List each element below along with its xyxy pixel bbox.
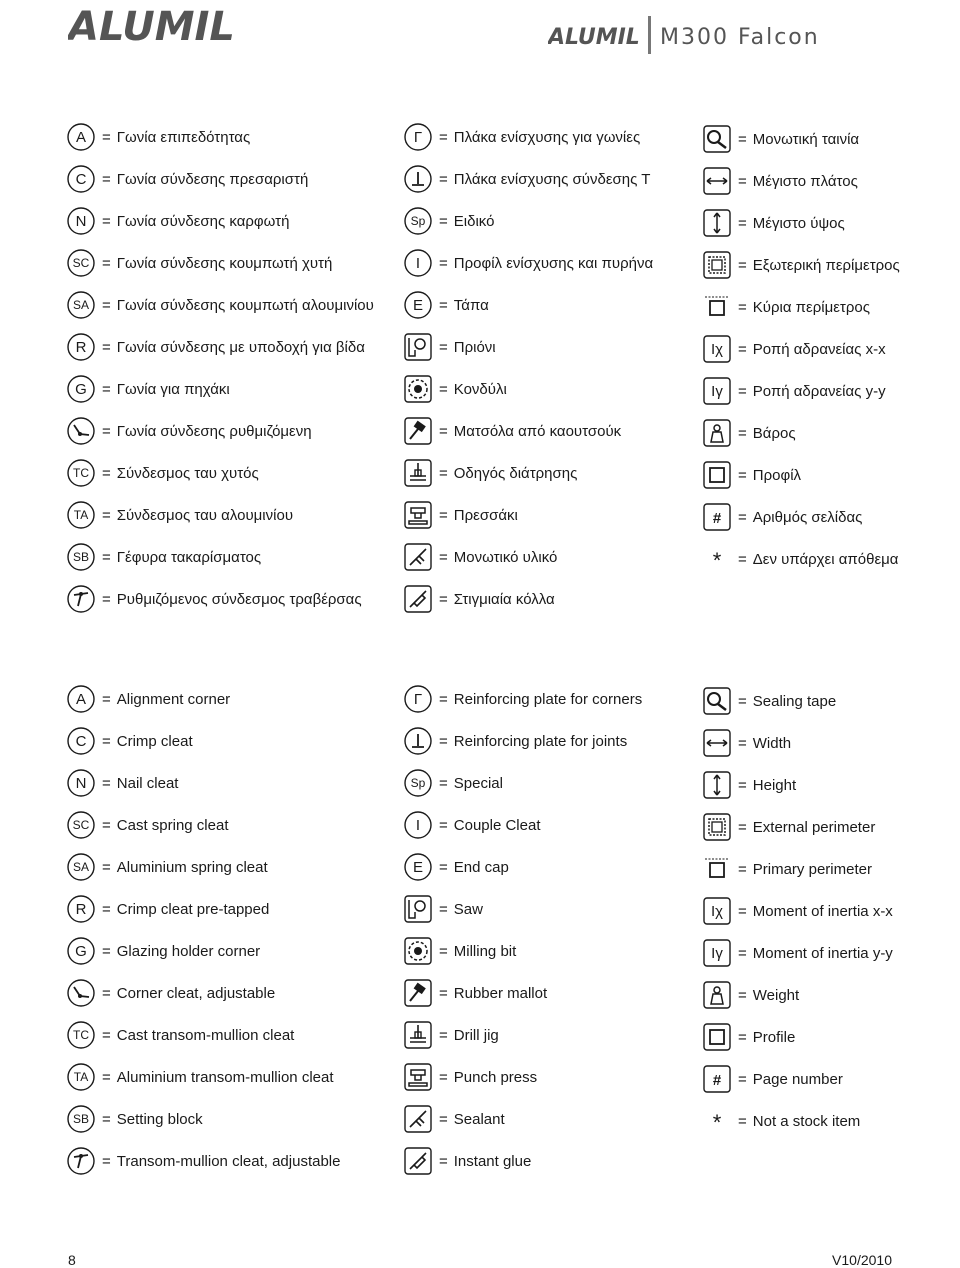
height-icon [702, 770, 732, 800]
legend-label: Not a stock item [752, 1112, 861, 1130]
gamma-circle-icon [403, 122, 433, 152]
legend-label: Alignment corner [116, 690, 231, 708]
version-label: V10/2010 [832, 1252, 892, 1268]
legend-label: Moment of inertia x-x [752, 902, 893, 920]
sealant-icon [403, 1104, 433, 1134]
G-circle-icon [66, 936, 96, 966]
legend-label: Reinforcing plate for corners [453, 690, 643, 708]
SC-circle-icon [66, 248, 96, 278]
legend-label: Πριόνι [453, 338, 496, 356]
svg-text:Sp: Sp [410, 776, 426, 790]
legend-label: Primary perimeter [752, 860, 872, 878]
weight-icon [702, 980, 732, 1010]
svg-text:N: N [75, 775, 87, 792]
legend-label: Σύνδεσμος ταυ χυτός [116, 464, 259, 482]
instant-glue-icon [403, 584, 433, 614]
svg-text:I: I [415, 817, 421, 834]
svg-text:Γ: Γ [413, 129, 423, 146]
legend-label: Corner cleat, adjustable [116, 984, 276, 1002]
legend-label: Γωνία σύνδεσης κουμπωτή αλουμινίου [116, 296, 374, 314]
svg-text:TC: TC [73, 1028, 89, 1042]
svg-text:SA: SA [72, 860, 90, 874]
height-icon [702, 208, 732, 238]
legend-label: Aluminium spring cleat [116, 858, 268, 876]
logo-right-brand: ALUMIL [548, 25, 640, 50]
svg-text:TA: TA [73, 1070, 89, 1084]
sp-circle-icon [403, 206, 433, 236]
legend-label: Γωνία για πηχάκι [116, 380, 230, 398]
legend-label: Προφίλ [752, 466, 802, 484]
page-number-icon [702, 1064, 732, 1094]
milling-bit-icon [403, 374, 433, 404]
svg-text:TA: TA [73, 508, 89, 522]
legend-label: Reinforcing plate for joints [453, 732, 628, 750]
profile-icon [702, 460, 732, 490]
gamma-circle-icon [403, 684, 433, 714]
A-circle-icon [66, 684, 96, 714]
TA-circle-icon [66, 500, 96, 530]
legend-label: Instant glue [453, 1152, 532, 1170]
svg-text:Γ: Γ [413, 691, 423, 708]
legend-label: Special [453, 774, 503, 792]
series-logo [548, 14, 898, 63]
legend-label: Προφίλ ενίσχυσης και πυρήνα [453, 254, 654, 272]
svg-text:SC: SC [72, 256, 90, 270]
inertia-x-icon [702, 896, 732, 926]
milling-bit-icon [403, 936, 433, 966]
profile-icon [702, 1022, 732, 1052]
legend-label: Πλάκα ενίσχυσης σύνδεσης Τ [453, 170, 651, 188]
width-icon [702, 728, 732, 758]
C-circle-icon [66, 164, 96, 194]
rubber-mallet-icon [403, 978, 433, 1008]
primary-perimeter-icon [702, 292, 732, 322]
punch-press-icon [403, 500, 433, 530]
legend-label: Γωνία σύνδεσης καρφωτή [116, 212, 290, 230]
legend-label: Drill jig [453, 1026, 499, 1044]
legend-label: Ρυθμιζόμενος σύνδεσμος τραβέρσας [116, 590, 362, 608]
legend-label: Setting block [116, 1110, 203, 1128]
legend-label: Γωνία σύνδεσης πρεσαριστή [116, 170, 309, 188]
sealing-tape-icon [702, 686, 732, 716]
legend-label: Aluminium transom-mullion cleat [116, 1068, 334, 1086]
legend-label: Sealing tape [752, 692, 837, 710]
legend-label: Milling bit [453, 942, 517, 960]
svg-text:Iχ: Iχ [710, 903, 724, 920]
svg-text:Sp: Sp [410, 214, 426, 228]
svg-text:SB: SB [72, 550, 90, 564]
legend-label: Μονωτικό υλικό [453, 548, 558, 566]
svg-text:A: A [75, 691, 87, 708]
legend-label: Couple Cleat [453, 816, 541, 834]
N-circle-icon [66, 768, 96, 798]
svg-text:G: G [75, 943, 87, 960]
legend-label: Μονωτική ταινία [752, 130, 860, 148]
legend-label: Punch press [453, 1068, 538, 1086]
sealing-tape-icon [702, 124, 732, 154]
legend-label: Μέγιστο πλάτος [752, 172, 858, 190]
legend-label: Σύνδεσμος ταυ αλουμινίου [116, 506, 294, 524]
legend-label: Μέγιστο ύψος [752, 214, 845, 232]
legend-label: Ειδικό [453, 212, 495, 230]
legend-label: Πλάκα ενίσχυσης για γωνίες [453, 128, 641, 146]
inertia-y-icon [702, 938, 732, 968]
legend-label: Profile [752, 1028, 796, 1046]
svg-text:E: E [412, 297, 424, 314]
not-stock-star-icon [702, 544, 732, 574]
instant-glue-icon [403, 1146, 433, 1176]
legend-label: Γωνία επιπεδότητας [116, 128, 251, 146]
svg-text:Iχ: Iχ [710, 341, 724, 358]
adjustable-transom-icon [66, 1146, 96, 1176]
legend-label: Rubber mallot [453, 984, 548, 1002]
legend-label: Ροπή αδρανείας x-x [752, 340, 886, 358]
svg-text:C: C [75, 171, 87, 188]
legend-label: Γωνία σύνδεσης ρυθμιζόμενη [116, 422, 312, 440]
saw-icon [403, 894, 433, 924]
A-circle-icon [66, 122, 96, 152]
legend-label: Cast transom-mullion cleat [116, 1026, 295, 1044]
svg-text:Iγ: Iγ [711, 945, 723, 962]
legend-label: Moment of inertia y-y [752, 944, 893, 962]
legend-label: Transom-mullion cleat, adjustable [116, 1152, 341, 1170]
N-circle-icon [66, 206, 96, 236]
legend-label: Crimp cleat [116, 732, 193, 750]
legend-label: Width [752, 734, 792, 752]
drill-jig-icon [403, 1020, 433, 1050]
svg-text:R: R [75, 901, 87, 918]
legend-label: External perimeter [752, 818, 876, 836]
page-number-icon [702, 502, 732, 532]
legend-label: Γωνία σύνδεσης με υποδοχή για βίδα [116, 338, 365, 356]
svg-text:*: * [712, 548, 722, 573]
legend-label: Γωνία σύνδεσης κουμπωτή χυτή [116, 254, 333, 272]
legend-label: Crimp cleat pre-tapped [116, 900, 270, 918]
rubber-mallet-icon [403, 416, 433, 446]
legend-label: Page number [752, 1070, 843, 1088]
legend-label: Glazing holder corner [116, 942, 261, 960]
external-perimeter-icon [702, 812, 732, 842]
svg-text:E: E [412, 859, 424, 876]
legend-label: Γέφυρα τακαρίσματος [116, 548, 262, 566]
SB-circle-icon [66, 542, 96, 572]
I-circle-icon [403, 248, 433, 278]
legend-label: Κονδύλι [453, 380, 507, 398]
SA-circle-icon [66, 290, 96, 320]
svg-text:C: C [75, 733, 87, 750]
R-circle-icon [66, 332, 96, 362]
svg-text:#: # [712, 510, 722, 527]
sp-circle-icon [403, 768, 433, 798]
legend-label: Πρεσσάκι [453, 506, 518, 524]
saw-icon [403, 332, 433, 362]
svg-text:SC: SC [72, 818, 90, 832]
legend-label: Αριθμός σελίδας [752, 508, 863, 526]
t-joint-circle-icon [403, 164, 433, 194]
E-circle-icon [403, 852, 433, 882]
SC-circle-icon [66, 810, 96, 840]
legend-label: Cast spring cleat [116, 816, 229, 834]
I-circle-icon [403, 810, 433, 840]
drill-jig-icon [403, 458, 433, 488]
legend-label: Ματσόλα από καουτσούκ [453, 422, 622, 440]
adjustable-transom-icon [66, 584, 96, 614]
SB-circle-icon [66, 1104, 96, 1134]
legend-label: Sealant [453, 1110, 505, 1128]
inertia-y-icon [702, 376, 732, 406]
svg-text:A: A [75, 129, 87, 146]
sealant-icon [403, 542, 433, 572]
TC-circle-icon [66, 1020, 96, 1050]
svg-text:#: # [712, 1072, 722, 1089]
legend-label: Height [752, 776, 797, 794]
legend-label: Ροπή αδρανείας y-y [752, 382, 886, 400]
legend-label: Οδηγός διάτρησης [453, 464, 578, 482]
legend-label: Δεν υπάρχει απόθεμα [752, 550, 899, 568]
legend-label: Βάρος [752, 424, 796, 442]
logo-right-series: M300 Falcon [660, 25, 820, 50]
C-circle-icon [66, 726, 96, 756]
legend-label: Εξωτερική περίμετρος [752, 256, 900, 274]
legend-label: End cap [453, 858, 509, 876]
E-circle-icon [403, 290, 433, 320]
SA-circle-icon [66, 852, 96, 882]
svg-text:SA: SA [72, 298, 90, 312]
svg-text:*: * [712, 1110, 722, 1135]
svg-text:N: N [75, 213, 87, 230]
R-circle-icon [66, 894, 96, 924]
adjustable-corner-icon [66, 416, 96, 446]
svg-text:I: I [415, 255, 421, 272]
TC-circle-icon [66, 458, 96, 488]
width-icon [702, 166, 732, 196]
legend-label: Κύρια περίμετρος [752, 298, 870, 316]
primary-perimeter-icon [702, 854, 732, 884]
alumil-logo [68, 2, 268, 53]
not-stock-star-icon [702, 1106, 732, 1136]
legend-label: Saw [453, 900, 483, 918]
adjustable-corner-icon [66, 978, 96, 1008]
legend-label: Στιγμιαία κόλλα [453, 590, 555, 608]
page-number: 8 [68, 1252, 76, 1268]
svg-text:Iγ: Iγ [711, 383, 723, 400]
legend-label: Nail cleat [116, 774, 179, 792]
legend-label: Weight [752, 986, 800, 1004]
t-joint-circle-icon [403, 726, 433, 756]
svg-text:R: R [75, 339, 87, 356]
legend-label: Τάπα [453, 296, 489, 314]
svg-text:TC: TC [73, 466, 89, 480]
svg-text:G: G [75, 381, 87, 398]
TA-circle-icon [66, 1062, 96, 1092]
svg-text:SB: SB [72, 1112, 90, 1126]
punch-press-icon [403, 1062, 433, 1092]
weight-icon [702, 418, 732, 448]
G-circle-icon [66, 374, 96, 404]
logo-left-text: ALUMIL [68, 4, 235, 48]
inertia-x-icon [702, 334, 732, 364]
external-perimeter-icon [702, 250, 732, 280]
